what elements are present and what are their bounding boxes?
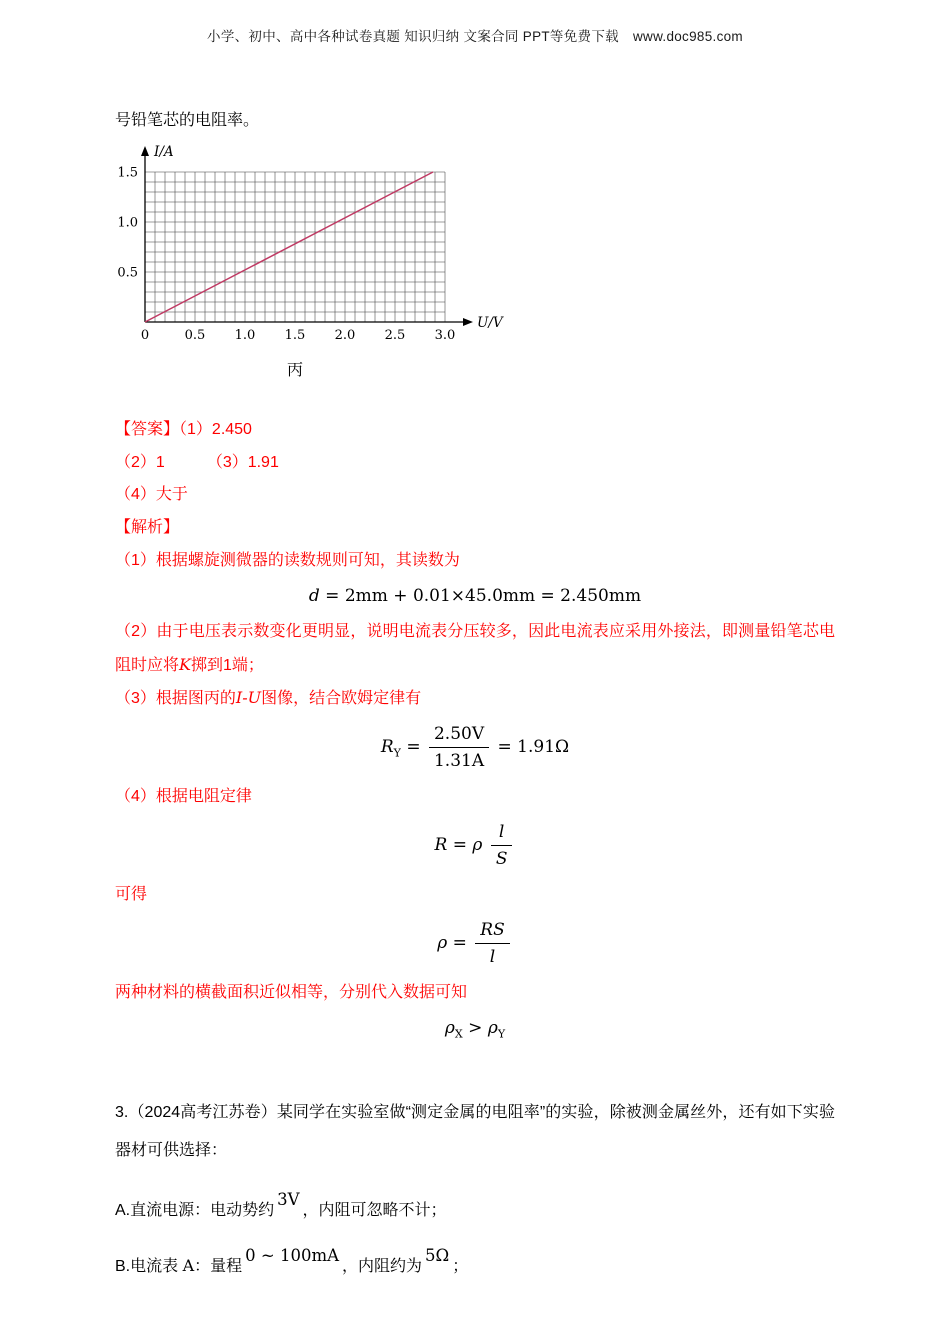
header-text: 小学、初中、高中各种试卷真题 知识归纳 文案合同 PPT等免费下载 xyxy=(207,29,619,44)
equipment-item-A xyxy=(115,1190,835,1227)
answer-line-2 xyxy=(115,447,835,480)
formula-sub-Y: Y xyxy=(393,746,401,760)
fraction-denominator: l xyxy=(489,947,496,968)
formula-result: = 1.91Ω xyxy=(497,737,570,758)
item-B-mid: ，内阻约为 xyxy=(342,1257,423,1275)
analysis-var-K: K xyxy=(179,654,191,674)
fraction-numerator: l xyxy=(491,821,513,846)
svg-text:1.0: 1.0 xyxy=(117,215,138,231)
header-url[interactable]: www.doc985.com xyxy=(632,29,743,44)
formula-resistivity xyxy=(115,919,835,968)
analysis-var-IU: I-U xyxy=(235,688,262,708)
formula-rho-compare xyxy=(115,1017,835,1042)
fraction-denominator: 1.31A xyxy=(433,751,485,772)
answer-line-1 xyxy=(115,414,835,447)
analysis-step-5: 可得 xyxy=(115,886,148,904)
formula-var-rhoX: ρ xyxy=(444,1018,455,1039)
graph-caption: 丙 xyxy=(286,361,303,379)
formula-d-rest: = 2mm + 0.01×45.0mm = 2.450mm xyxy=(319,585,642,606)
item-B-colon: ：量程 xyxy=(194,1257,243,1275)
svg-text:1.0: 1.0 xyxy=(234,327,256,343)
equals-sign: = xyxy=(406,737,421,758)
answer-item-4: （4）大于 xyxy=(115,486,188,504)
greater-than-sign: > xyxy=(468,1018,483,1039)
svg-text:I/A: I/A xyxy=(154,143,174,160)
formula-var-rho: ρ xyxy=(472,835,483,856)
analysis-step-1: （1）根据螺旋测微器的读数规则可知，其读数为 xyxy=(115,551,460,569)
iu-graph-svg xyxy=(115,144,547,350)
equals-sign: = xyxy=(452,835,467,856)
item-B-ammeter-label: A xyxy=(182,1255,195,1275)
analysis-step-6: 两种材料的横截面积近似相等，分别代入数据可知 xyxy=(115,984,468,1002)
item-A-prefix: A.直流电源：电动势约 xyxy=(115,1201,275,1219)
formula-var-rhoY: ρ xyxy=(487,1018,498,1039)
analysis-step-4: （4）根据电阻定律 xyxy=(115,788,252,806)
item-B-prefix: B.电流表 xyxy=(115,1257,179,1275)
question-3-text: 3.（2024高考江苏卷）某同学在实验室做“测定金属的电阻率”的实验，除被测金属丝外，还有如下实验器材可供选择： xyxy=(115,1103,835,1160)
answer-line-3 xyxy=(115,479,835,512)
answer-label: 【答案】 xyxy=(115,420,180,438)
formula-micrometer-reading xyxy=(115,585,835,607)
formula-resistance-law xyxy=(115,821,835,870)
svg-text:0.5: 0.5 xyxy=(117,265,138,281)
iu-graph-figure xyxy=(115,144,835,380)
svg-text:1.5: 1.5 xyxy=(117,165,138,181)
intro-text: 号铅笔芯的电阻率。 xyxy=(115,112,260,129)
analysis-step-3-text: （3）根据图丙的 xyxy=(115,690,236,708)
formula-var-R2: R xyxy=(434,835,448,856)
analysis-step-2 xyxy=(115,616,835,683)
fraction-denominator: S xyxy=(495,849,508,870)
analysis-step-3 xyxy=(115,682,835,716)
answer-item-2: （2）1 xyxy=(115,453,165,471)
svg-text:U/V: U/V xyxy=(477,314,503,331)
svg-text:2.5: 2.5 xyxy=(384,327,406,343)
item-B-resistance-value: 5Ω xyxy=(425,1246,450,1266)
formula-var-R: R xyxy=(380,737,394,758)
formula-var-rho2: ρ xyxy=(437,933,448,954)
item-A-suffix: ，内阻可忽略不计； xyxy=(302,1201,447,1219)
svg-text:1.5: 1.5 xyxy=(284,327,306,343)
fraction-l-S xyxy=(491,821,513,870)
equipment-item-B xyxy=(115,1246,835,1283)
fraction-numerator: 2.50V xyxy=(429,723,489,748)
analysis-step-2-tail: 掷到1端； xyxy=(190,656,264,674)
item-A-emf-value: 3V xyxy=(277,1190,300,1210)
formula-sub-Y2: Y xyxy=(497,1027,506,1041)
svg-text:0: 0 xyxy=(140,327,150,343)
analysis-step-2-text: （2）由于电压表示数变化更明显，说明电流表分压较多，因此电流表应采用外接法，即测量铅笔芯电阻时应将 xyxy=(115,622,835,674)
formula-resistance-Y xyxy=(115,723,835,772)
item-B-suffix: ； xyxy=(452,1257,469,1275)
answer-item-3: （3）1.91 xyxy=(206,453,279,471)
fraction-voltage-current xyxy=(429,723,489,772)
svg-text:3.0: 3.0 xyxy=(434,327,456,343)
site-header xyxy=(0,0,950,45)
item-B-range-value: 0 ~ 100mA xyxy=(245,1246,340,1266)
analysis-label: 【解析】 xyxy=(115,519,180,537)
fraction-numerator: RS xyxy=(475,919,509,944)
formula-sub-X: X xyxy=(454,1027,463,1041)
analysis-step-3-tail: 图像，结合欧姆定律有 xyxy=(261,690,422,708)
answer-item-1: （1）2.450 xyxy=(179,420,252,438)
answer-block xyxy=(115,414,835,1042)
svg-text:0.5: 0.5 xyxy=(184,327,206,343)
fraction-RS-l xyxy=(475,919,509,968)
equals-sign: = xyxy=(452,933,467,954)
document-content xyxy=(0,105,950,1283)
svg-text:2.0: 2.0 xyxy=(334,327,356,343)
formula-var-d: d xyxy=(308,585,320,606)
